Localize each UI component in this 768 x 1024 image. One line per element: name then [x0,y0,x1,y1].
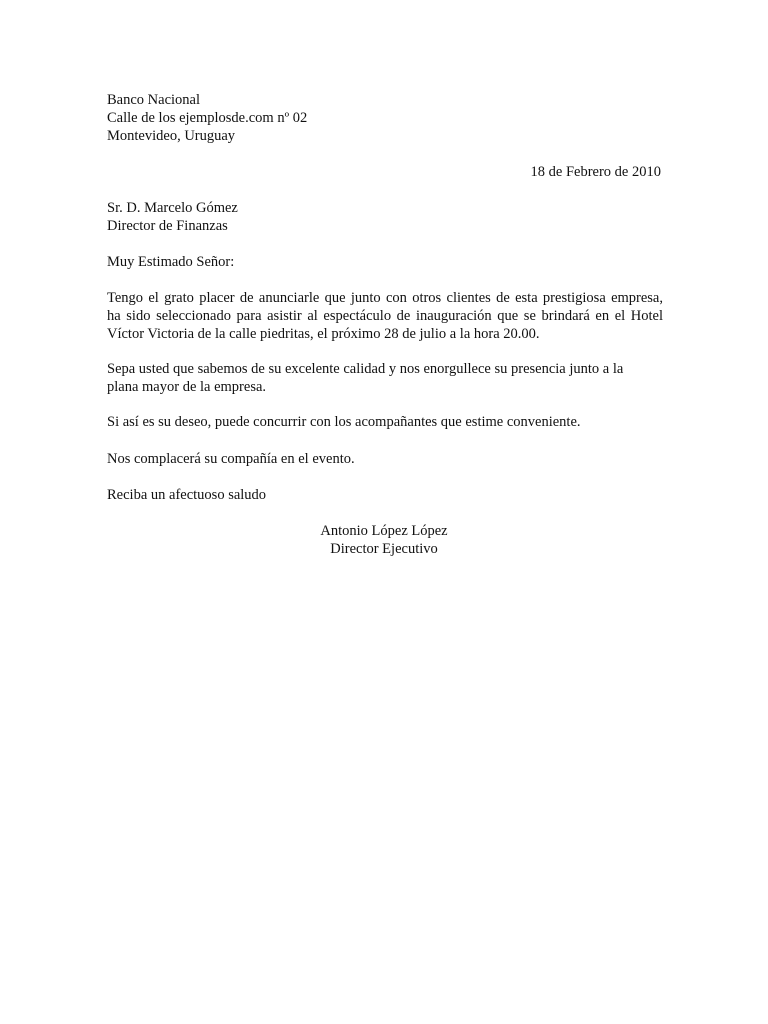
recipient-title: Director de Finanzas [107,218,228,234]
salutation-text: Muy Estimado Señor: [107,254,235,270]
sender-block [107,91,663,145]
signature-title: Director Ejecutivo [330,541,438,557]
signature-block [0,522,768,558]
closing-text: Reciba un afectuoso saludo [107,487,267,503]
paragraph-line: Víctor Victoria de la calle piedritas, el próximo 28 de julio a la hora 20.00. [107,326,540,342]
paragraph-event [107,450,663,468]
date-text: 18 de Febrero de 2010 [530,164,661,180]
paragraph-line: Nos complacerá su compañía en el evento. [107,451,355,467]
signature-name: Antonio López López [320,523,448,539]
sender-address: Calle de los ejemplosde.com nº 02 [107,110,308,126]
paragraph-quality [107,360,663,396]
paragraph-line: Sepa usted que sabemos de su excelente calidad y nos enorgullece su presencia junto a la [107,361,624,377]
paragraph-invitation [107,289,663,343]
paragraph-line: plana mayor de la empresa. [107,379,267,395]
letter-date [107,163,661,181]
paragraph-line: ha sido seleccionado para asistir al espectáculo de inauguración que se brindará en el Hotel [107,308,663,324]
recipient-block [107,199,663,235]
closing [107,486,663,504]
paragraph-companions [107,413,663,431]
sender-name: Banco Nacional [107,92,201,108]
paragraph-line: Tengo el grato placer de anunciarle que junto con otros clientes de esta prestigiosa empresa, [107,290,663,306]
sender-city: Montevideo, Uruguay [107,128,236,144]
paragraph-line: Si así es su deseo, puede concurrir con los acompañantes que estime conveniente. [107,414,581,430]
salutation [107,253,663,271]
recipient-name: Sr. D. Marcelo Gómez [107,200,238,216]
